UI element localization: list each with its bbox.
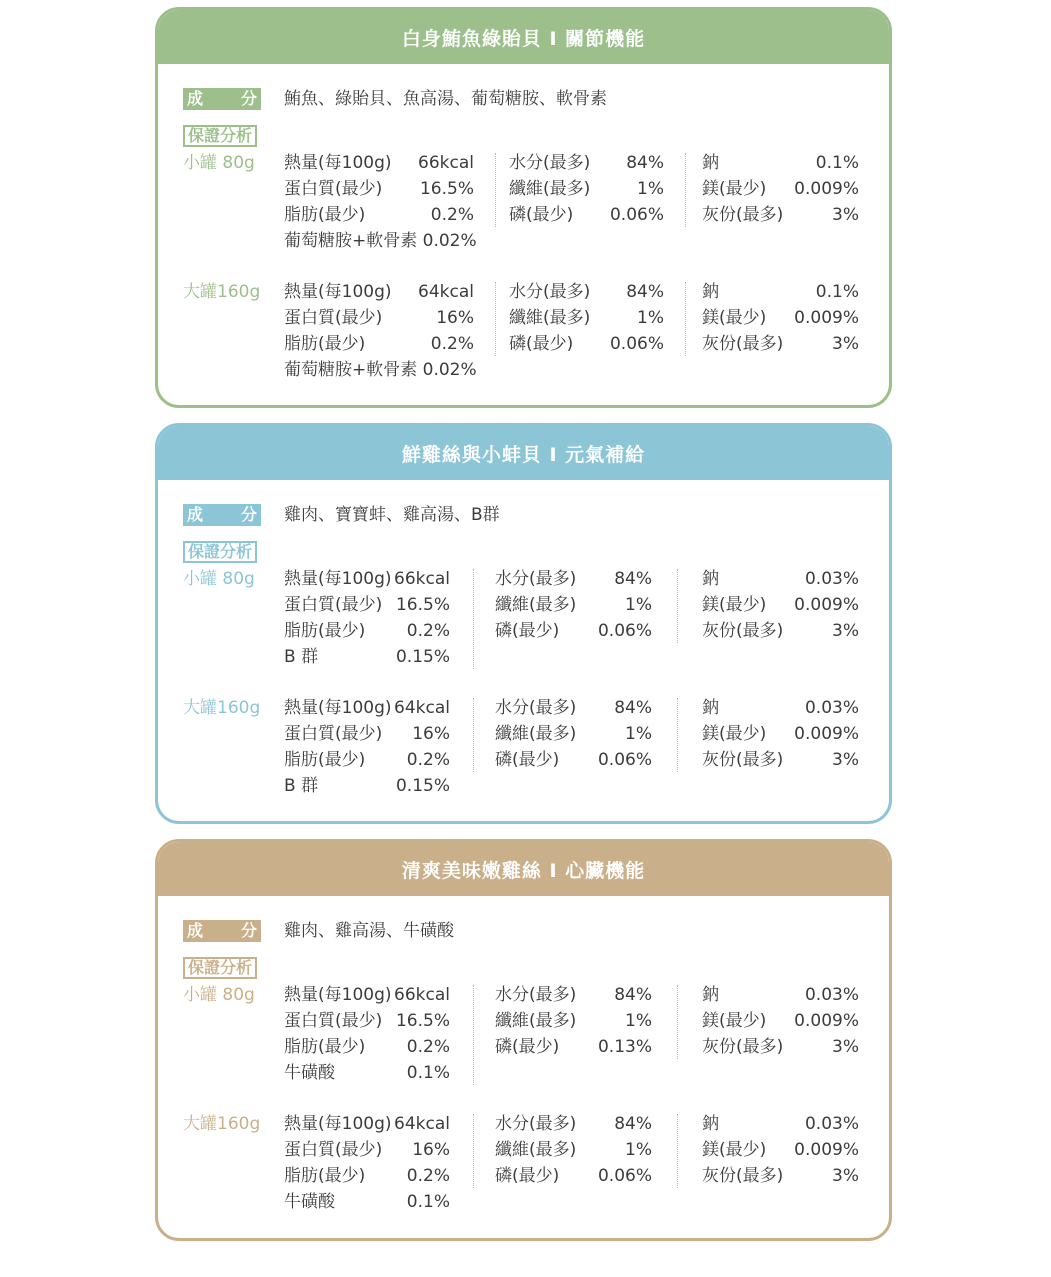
nutrient-name: 鈉 xyxy=(702,153,719,173)
nutrient-name: 磷(最少) xyxy=(509,334,574,354)
nutrient-value: 84% xyxy=(614,1114,652,1134)
nutrient-value: 0.03% xyxy=(804,698,859,718)
nutrient-name: 鎂(最少) xyxy=(702,179,767,199)
nutrient-value: 0.009% xyxy=(794,595,859,615)
ingredients-text: 雞肉、寶寶蚌、雞高湯、B群 xyxy=(284,505,500,525)
nutrient-name: 磷(最少) xyxy=(495,621,560,641)
nutrient-value: 84% xyxy=(626,282,664,302)
nutrient-value: 0.06% xyxy=(609,334,664,354)
nutrient-name: 灰份(最多) xyxy=(702,1037,784,1057)
size-label-small: 小罐 80g xyxy=(183,153,255,173)
analysis-tag: 保證分析 xyxy=(183,541,257,563)
nutrient-value: 64kcal xyxy=(418,282,474,302)
nutrient-value: 0.15% xyxy=(395,776,450,796)
nutrient-name: 水分(最多) xyxy=(495,698,577,718)
nutrient-value: 1% xyxy=(625,1011,652,1031)
nutrient-name: 脂肪(最少) xyxy=(284,205,366,225)
product-card-tuna-mussel xyxy=(155,7,892,408)
nutrient-value: 1% xyxy=(625,1140,652,1160)
nutrient-name: 水分(最多) xyxy=(509,282,591,302)
nutrient-value: 0.009% xyxy=(794,1011,859,1031)
nutrient-value: 3% xyxy=(832,1037,859,1057)
nutrient-name: 磷(最少) xyxy=(495,750,560,770)
nutrient-name: 牛磺酸 xyxy=(284,1192,335,1212)
nutrient-name: 蛋白質(最少) xyxy=(284,308,383,328)
size-label-large: 大罐160g xyxy=(183,698,261,718)
card-title: 白身鮪魚綠貽貝 I 關節機能 xyxy=(158,10,889,64)
nutrient-value: 0.06% xyxy=(597,750,652,770)
nutrient-name: 脂肪(最少) xyxy=(284,621,366,641)
nutrient-name: 熱量(每100g) xyxy=(284,153,392,173)
column-divider xyxy=(473,569,474,669)
nutrient-value: 3% xyxy=(832,750,859,770)
nutrient-value: 0.2% xyxy=(430,205,474,225)
nutrient-value: 3% xyxy=(832,205,859,225)
nutrient-extra: 葡萄糖胺+軟骨素 0.02% xyxy=(284,231,477,251)
nutrient-name: 脂肪(最少) xyxy=(284,1037,366,1057)
ingredients-tag: 成 分 xyxy=(183,88,261,110)
nutrient-name: B 群 xyxy=(284,647,319,667)
nutrient-name: 水分(最多) xyxy=(495,985,577,1005)
column-divider xyxy=(473,1114,474,1188)
nutrient-name: 磷(最少) xyxy=(509,205,574,225)
nutrient-value: 0.2% xyxy=(406,750,450,770)
nutrient-name: 纖維(最多) xyxy=(495,595,577,615)
analysis-tag: 保證分析 xyxy=(183,125,257,147)
nutrient-extra: 葡萄糖胺+軟骨素 0.02% xyxy=(284,360,477,380)
nutrient-name: 鈉 xyxy=(702,985,719,1005)
nutrient-value: 0.06% xyxy=(609,205,664,225)
nutrient-value: 1% xyxy=(625,724,652,744)
nutrient-name: 牛磺酸 xyxy=(284,1063,335,1083)
column-divider xyxy=(473,698,474,772)
nutrient-name: 纖維(最多) xyxy=(495,724,577,744)
nutrient-name: 鎂(最少) xyxy=(702,1140,767,1160)
nutrient-value: 0.1% xyxy=(406,1063,450,1083)
column-divider xyxy=(677,985,678,1059)
nutrient-name: 灰份(最多) xyxy=(702,205,784,225)
nutrient-value: 0.06% xyxy=(597,621,652,641)
nutrient-value: 0.1% xyxy=(406,1192,450,1212)
nutrient-value: 0.009% xyxy=(794,179,859,199)
nutrient-name: 熱量(每100g) xyxy=(284,569,392,589)
nutrient-name: 蛋白質(最少) xyxy=(284,1011,383,1031)
size-label-small: 小罐 80g xyxy=(183,985,255,1005)
nutrient-value: 3% xyxy=(832,334,859,354)
nutrient-name: 熱量(每100g) xyxy=(284,282,392,302)
column-divider xyxy=(473,985,474,1085)
product-card-chicken-clam xyxy=(155,423,892,824)
nutrient-name: 蛋白質(最少) xyxy=(284,724,383,744)
nutrient-value: 0.2% xyxy=(406,1037,450,1057)
nutrient-name: 磷(最少) xyxy=(495,1037,560,1057)
size-label-large: 大罐160g xyxy=(183,1114,261,1134)
nutrient-value: 16.5% xyxy=(395,1011,450,1031)
nutrient-value: 3% xyxy=(832,621,859,641)
size-label-small: 小罐 80g xyxy=(183,569,255,589)
nutrient-value: 0.03% xyxy=(804,985,859,1005)
nutrient-name: 鈉 xyxy=(702,698,719,718)
nutrient-name: 熱量(每100g) xyxy=(284,698,392,718)
nutrient-name: 水分(最多) xyxy=(509,153,591,173)
nutrient-value: 64kcal xyxy=(394,1114,450,1134)
ingredients-text: 鮪魚、綠貽貝、魚高湯、葡萄糖胺、軟骨素 xyxy=(284,89,607,109)
nutrient-value: 64kcal xyxy=(394,698,450,718)
nutrient-value: 0.009% xyxy=(794,1140,859,1160)
nutrient-value: 16.5% xyxy=(419,179,474,199)
nutrient-name: 蛋白質(最少) xyxy=(284,595,383,615)
nutrient-name: 水分(最多) xyxy=(495,1114,577,1134)
product-card-chicken-taurine xyxy=(155,839,892,1241)
nutrient-value: 0.2% xyxy=(406,621,450,641)
nutrient-name: 脂肪(最少) xyxy=(284,1166,366,1186)
nutrient-value: 0.009% xyxy=(794,724,859,744)
ingredients-text: 雞肉、雞高湯、牛磺酸 xyxy=(284,921,454,941)
nutrient-name: 灰份(最多) xyxy=(702,1166,784,1186)
nutrient-value: 1% xyxy=(637,308,664,328)
nutrient-value: 0.1% xyxy=(815,153,859,173)
nutrient-value: 3% xyxy=(832,1166,859,1186)
column-divider xyxy=(677,1114,678,1188)
nutrient-value: 66kcal xyxy=(418,153,474,173)
nutrient-name: 纖維(最多) xyxy=(509,179,591,199)
nutrient-value: 0.2% xyxy=(406,1166,450,1186)
column-divider xyxy=(495,153,496,227)
nutrient-value: 0.03% xyxy=(804,1114,859,1134)
nutrient-name: 脂肪(最少) xyxy=(284,334,366,354)
nutrient-value: 84% xyxy=(626,153,664,173)
size-label-large: 大罐160g xyxy=(183,282,261,302)
column-divider xyxy=(677,569,678,643)
nutrient-value: 16% xyxy=(412,1140,450,1160)
nutrient-name: 鎂(最少) xyxy=(702,308,767,328)
nutrient-name: 纖維(最多) xyxy=(495,1140,577,1160)
nutrient-name: 鈉 xyxy=(702,282,719,302)
column-divider xyxy=(495,282,496,356)
nutrient-name: B 群 xyxy=(284,776,319,796)
column-divider xyxy=(677,698,678,772)
nutrient-value: 0.009% xyxy=(794,308,859,328)
nutrient-value: 0.15% xyxy=(395,647,450,667)
analysis-tag: 保證分析 xyxy=(183,957,257,979)
nutrient-name: 鎂(最少) xyxy=(702,1011,767,1031)
nutrient-value: 84% xyxy=(614,569,652,589)
card-title: 清爽美味嫩雞絲 I 心臟機能 xyxy=(158,842,889,896)
nutrient-name: 灰份(最多) xyxy=(702,621,784,641)
nutrient-name: 灰份(最多) xyxy=(702,750,784,770)
nutrient-value: 66kcal xyxy=(394,985,450,1005)
nutrient-value: 1% xyxy=(625,595,652,615)
nutrient-name: 纖維(最多) xyxy=(509,308,591,328)
nutrient-name: 蛋白質(最少) xyxy=(284,179,383,199)
nutrient-name: 熱量(每100g) xyxy=(284,1114,392,1134)
nutrient-name: 鈉 xyxy=(702,569,719,589)
nutrient-value: 16% xyxy=(436,308,474,328)
nutrient-name: 纖維(最多) xyxy=(495,1011,577,1031)
nutrient-value: 0.13% xyxy=(597,1037,652,1057)
nutrient-name: 鎂(最少) xyxy=(702,724,767,744)
nutrient-value: 0.1% xyxy=(815,282,859,302)
nutrient-value: 84% xyxy=(614,698,652,718)
nutrient-name: 蛋白質(最少) xyxy=(284,1140,383,1160)
card-title: 鮮雞絲與小蚌貝 I 元氣補給 xyxy=(158,426,889,480)
nutrient-name: 鎂(最少) xyxy=(702,595,767,615)
column-divider xyxy=(685,153,686,227)
nutrient-name: 鈉 xyxy=(702,1114,719,1134)
nutrient-value: 1% xyxy=(637,179,664,199)
ingredients-tag: 成 分 xyxy=(183,920,261,942)
nutrient-value: 66kcal xyxy=(394,569,450,589)
nutrient-name: 灰份(最多) xyxy=(702,334,784,354)
nutrient-value: 16.5% xyxy=(395,595,450,615)
nutrient-name: 水分(最多) xyxy=(495,569,577,589)
nutrient-name: 磷(最少) xyxy=(495,1166,560,1186)
nutrient-value: 0.03% xyxy=(804,569,859,589)
nutrient-value: 16% xyxy=(412,724,450,744)
ingredients-tag: 成 分 xyxy=(183,504,261,526)
column-divider xyxy=(685,282,686,356)
nutrient-value: 0.2% xyxy=(430,334,474,354)
nutrient-value: 84% xyxy=(614,985,652,1005)
nutrient-value: 0.06% xyxy=(597,1166,652,1186)
nutrient-name: 脂肪(最少) xyxy=(284,750,366,770)
nutrient-name: 熱量(每100g) xyxy=(284,985,392,1005)
